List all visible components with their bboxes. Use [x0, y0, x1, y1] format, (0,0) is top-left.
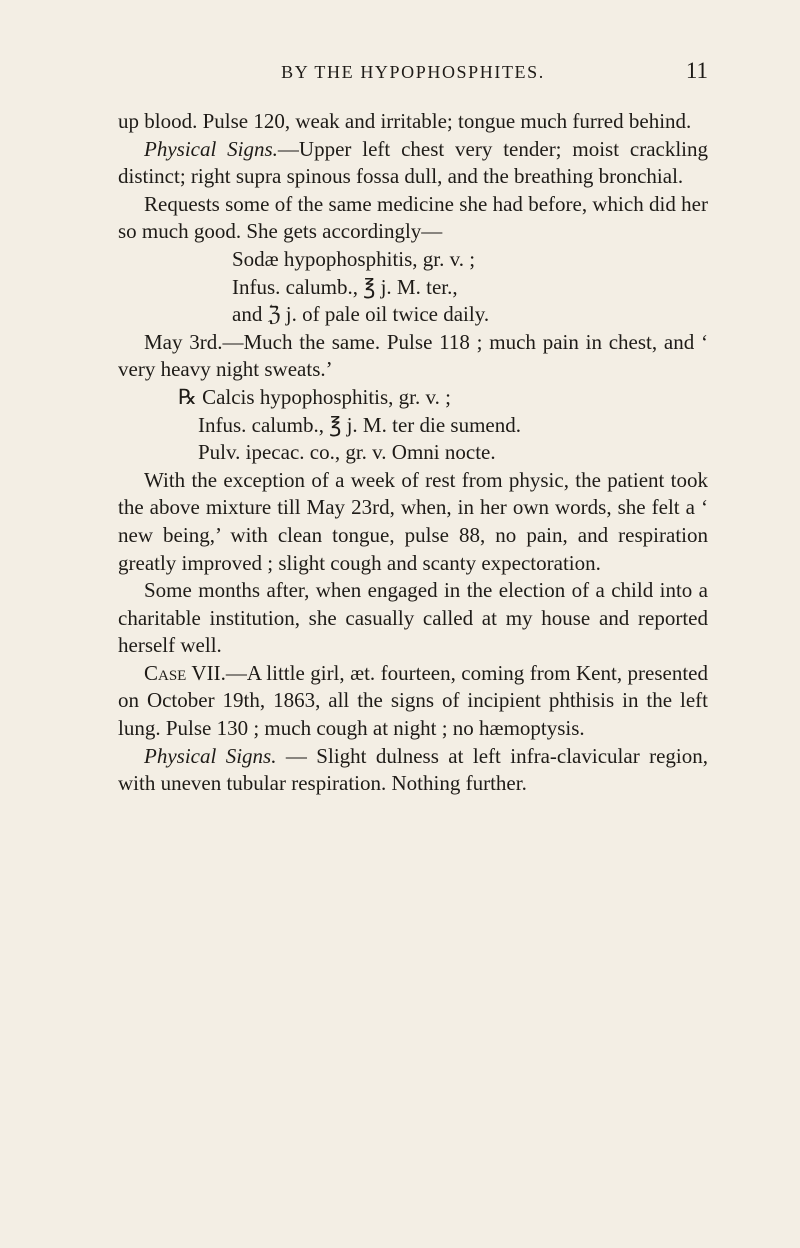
running-title: BY THE HYPOPHOSPHITES.	[281, 62, 545, 82]
prescription-line: Infus. calumb., ℥ j. M. ter.,	[232, 274, 458, 299]
paragraph-physical-signs-1	[118, 136, 708, 191]
paragraph-text: —Upper left chest very tender; moist crackling distinct; right supra spinous fossa dull, and the breathing bronchial.	[118, 136, 708, 189]
prescription-2	[178, 384, 708, 467]
case-label: Case VII.	[144, 660, 226, 685]
paragraph-physical-signs-2	[118, 743, 708, 798]
prescription-1	[232, 246, 708, 329]
body-text	[118, 108, 708, 798]
prescription-line: Sodæ hypophosphitis, gr. v. ;	[232, 246, 476, 271]
paragraph-text: —A little girl, æt. fourteen, coming from Kent, presented on October 19th, 1863, all the signs of incipient phthisis in the left lung. Pulse 130 ; much cough at night ; no hæmoptysis.	[118, 660, 708, 741]
section-label: Physical Signs.	[144, 136, 278, 161]
paragraph-text: — Slight dulness at left infra-clavicular region, with uneven tubular respiration. Nothing further.	[118, 743, 708, 796]
paragraph-case-vii	[118, 660, 708, 743]
paragraph-continued: up blood. Pulse 120, weak and irritable; tongue much furred behind.	[118, 109, 692, 133]
prescription-line: Pulv. ipecac. co., gr. v. Omni nocte.	[198, 440, 496, 465]
section-label: Physical Signs.	[144, 743, 277, 768]
running-header	[118, 58, 708, 96]
paragraph-may-3rd: May 3rd.—Much the same. Pulse 118 ; much pain in chest, and ‘ very heavy night sweats.’	[118, 329, 708, 382]
page-number: 11	[685, 58, 708, 83]
prescription-line: Infus. calumb., ℥ j. M. ter die sumend.	[198, 412, 521, 437]
prescription-line: ℞ Calcis hypophosphitis, gr. v. ;	[178, 384, 451, 409]
paragraph-requests: Requests some of the same medicine she had before, which did her so much good. She gets accordingly—	[118, 191, 708, 244]
paragraph-some-months: Some months after, when engaged in the election of a child into a charitable institution, she casually called at my house and reported herself well.	[118, 578, 708, 658]
prescription-line: and ℨ j. of pale oil twice daily.	[232, 302, 490, 327]
paragraph-exception: With the exception of a week of rest from physic, the patient took the above mixture till May 23rd, when, in her own words, she felt a ‘ new being,’ with clean tongue, pulse 88, no pain, and respiration greatly improved ; slight cough and scanty expectoration.	[118, 467, 708, 575]
